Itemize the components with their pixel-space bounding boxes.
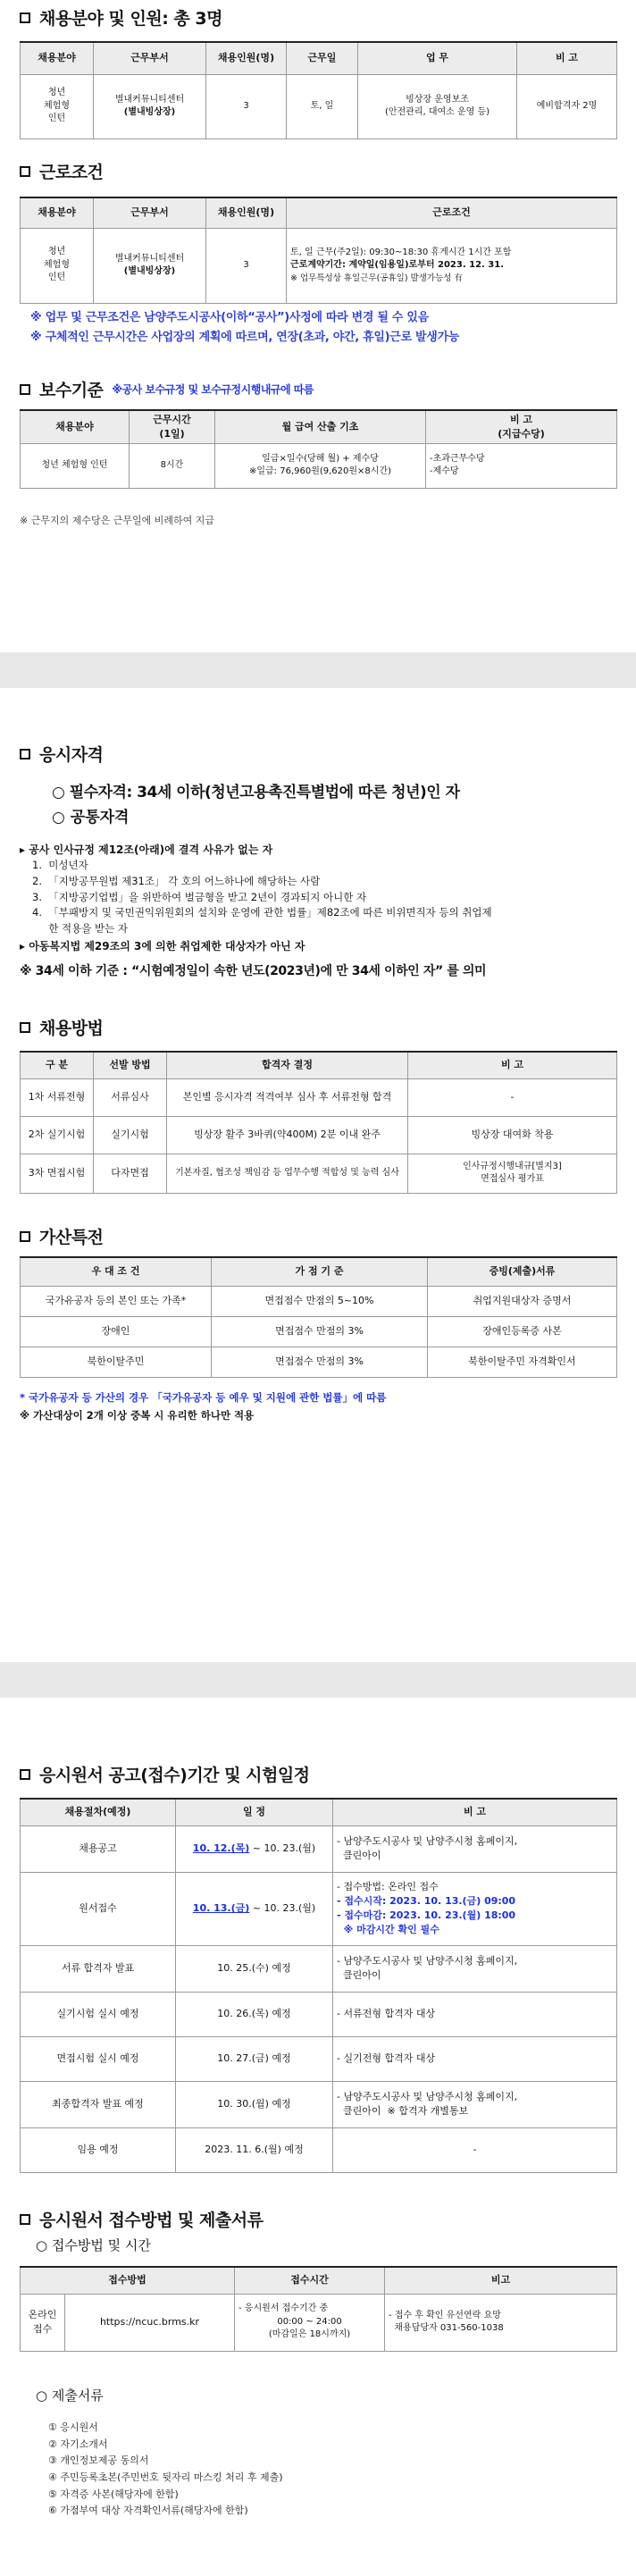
section-title-text: 응시원서 접수방법 및 제출서류 (39, 2211, 264, 2230)
table-cell: 실기시험 (94, 1116, 167, 1154)
square-bullet-icon (20, 1231, 30, 1242)
bonus-note: ※ 가산대상이 2개 이상 중복 시 유리한 하나만 적용 (20, 1409, 255, 1422)
table-cell: 빙상장 대여화 착용 (408, 1116, 617, 1154)
header-cell: 채용인원(명) (206, 197, 287, 228)
note-cell: 예비합격자 2명 (517, 74, 617, 138)
docs-list (48, 2420, 283, 2520)
section-title-application (20, 2207, 263, 2231)
header-cell: 우 대 조 건 (21, 1257, 212, 1286)
note-line: - 서류전형 합격자 대상 (337, 2008, 436, 2020)
square-bullet-icon (20, 2214, 30, 2225)
dept-text: 별내커뮤니티센터 (114, 253, 185, 264)
step-cell: 면접시험 실시 예정 (21, 2036, 176, 2081)
square-bullet-icon (20, 166, 30, 177)
table-row (21, 1116, 617, 1154)
notes-cell (333, 2081, 617, 2127)
section-title-pay (20, 377, 314, 401)
section-subtitle: ※공사 보수규정 및 보수규정시행내규에 따름 (112, 383, 314, 396)
header-cell: 접수시간 (235, 2267, 385, 2294)
header-cell: 채용분야 (21, 197, 94, 228)
circle-bullet-icon: ○ (52, 809, 65, 827)
header-cell: 비 고 (지급수당) (426, 410, 617, 443)
pay-table (20, 409, 617, 489)
subsection-docs (36, 2386, 104, 2404)
requirement-text: 공통자격 (70, 809, 130, 827)
table-cell: 장애인등록증 사본 (428, 1316, 617, 1347)
table-cell: 2차 실기시험 (21, 1116, 94, 1154)
date-highlight: 10. 13.(금) (192, 1902, 250, 1915)
square-bullet-icon (20, 749, 30, 759)
notes-cell (333, 1945, 617, 1992)
count-cell: 3 (206, 74, 287, 138)
subsection-text: 접수방법 및 시간 (51, 2237, 151, 2253)
time-line: 00:00 ~ 24:00 (277, 2316, 342, 2327)
contact-line: - 접수 후 확인 유선연락 요망 (389, 2310, 501, 2320)
table-cell: 취업지원대상자 증명서 (428, 1286, 617, 1316)
dept-sub-text: (별내빙상장) (123, 266, 176, 276)
section-title-text: 보수기준 (39, 381, 104, 400)
time-line: (마감일은 18시까지) (268, 2329, 351, 2340)
header-cell: 비 고 (408, 1052, 617, 1078)
schedule-table (20, 1798, 617, 2173)
header-cell: 비고 (385, 2267, 617, 2294)
days-cell: 토, 일 (287, 74, 358, 138)
allowance-line: -초과근무수당 (430, 453, 485, 464)
header-cell: 채용인원(명) (206, 42, 287, 74)
table-row (21, 1347, 617, 1377)
note-line: - 남양주도시공사 및 남양주시청 홈페이지, (337, 1955, 518, 1968)
section-title-text: 채용방법 (39, 1019, 104, 1038)
circle-bullet-icon: ○ (36, 2237, 48, 2253)
note-line: - 접수마감: 2023. 10. 23.(월) 18:00 (337, 1909, 516, 1921)
table-cell: 북한이탈주민 (21, 1347, 212, 1377)
header-cell: 구 분 (21, 1052, 94, 1078)
table-row (21, 1825, 617, 1872)
square-bullet-icon (20, 13, 30, 23)
page-3 (0, 1698, 636, 2576)
bonus-table (20, 1256, 617, 1378)
page-1 (0, 0, 636, 652)
age-note: ※ 34세 이하 기준 : “시험예정일이 속한 년도(2023년)에 만 34세 이하인 자” 를 의미 (20, 964, 487, 978)
allowance-cell (426, 443, 617, 488)
page-2 (0, 688, 636, 1662)
table-row (21, 1945, 617, 1992)
page-gap (0, 1662, 636, 1698)
header-cell: 비 고 (517, 42, 617, 74)
list-item: ⑤ 자격증 사본(해당자에 한함) (48, 2488, 179, 2500)
header-cell: 증빙(제출)서류 (428, 1257, 617, 1286)
allowance-line: -제수당 (430, 466, 459, 477)
subsection-method (36, 2236, 151, 2254)
dept-cell (94, 228, 206, 303)
list-item: ⑥ 가점부여 대상 자격확인서류(해당자에 한함) (48, 2505, 248, 2517)
disqualification-list (32, 858, 604, 937)
time-line: - 응시원서 접수기간 중 (238, 2303, 329, 2314)
header-cell: 채용분야 (21, 410, 130, 443)
notes-cell (333, 1872, 617, 1945)
pay-footnote: ※ 근무지의 제수당은 근무일에 비례하여 지급 (20, 515, 214, 526)
square-bullet-icon (20, 1022, 30, 1033)
section-title-text: 응시원서 공고(접수)기간 및 시험일정 (39, 1766, 310, 1785)
date-cell: 2023. 11. 6.(월) 예정 (176, 2127, 333, 2172)
calc-line: ※일급: 76,960원(9,620원×8시간) (248, 466, 392, 477)
note-line: - 접수시작: 2023. 10. 13.(금) 09:00 (337, 1895, 516, 1908)
table-cell: 다자면접 (94, 1154, 167, 1193)
step-cell: 서류 합격자 발표 (21, 1945, 176, 1992)
conditions-table (20, 197, 617, 304)
list-item: ③ 개인정보제공 동의서 (48, 2454, 149, 2467)
section-title-text: 근로조건 (39, 163, 104, 182)
table-cell: 국가유공자 등의 본인 또는 가족* (21, 1286, 212, 1316)
dept-text: 별내커뮤니티센터 (114, 94, 185, 105)
list-item: 한 적용을 받는 자 (32, 922, 129, 936)
section-title-method (20, 1015, 103, 1039)
notes-cell (333, 2127, 617, 2172)
table-row (21, 1154, 617, 1193)
list-item: ② 자기소개서 (48, 2438, 108, 2450)
header-cell: 업 무 (358, 42, 517, 74)
section-title-schedule (20, 1762, 310, 1786)
method-table (20, 1051, 617, 1194)
date-cell (176, 1872, 333, 1945)
table-cell: 북한이탈주민 자격확인서 (428, 1347, 617, 1377)
header-cell: 월 급여 산출 기초 (215, 410, 426, 443)
header-cell: 합격자 결정 (167, 1052, 408, 1078)
section-title-eligibility (20, 742, 103, 766)
header-cell: 비 고 (333, 1799, 617, 1825)
table-cell: 면접점수 만점의 5~10% (212, 1286, 428, 1316)
header-cell: 근로조건 (287, 197, 617, 228)
condition-line: ※ 업무특성상 휴일근무(공휴일) 발생가능성 有 (290, 273, 463, 283)
header-cell: 접수방법 (21, 2267, 235, 2294)
table-row (21, 1316, 617, 1347)
list-item: 1. 미성년자 (32, 859, 88, 871)
table-cell: 서류심사 (94, 1078, 167, 1116)
note-line: - 남양주도시공사 및 남양주시청 홈페이지, (337, 2091, 518, 2103)
section-title-text: 채용분야 및 인원: 총 3명 (39, 9, 222, 29)
date-cell: 10. 25.(수) 예정 (176, 1945, 333, 1992)
square-bullet-icon (20, 384, 30, 395)
field-cell: 청년 체험형 인턴 (21, 228, 94, 303)
note-line: - 남양주도시공사 및 남양주시청 홈페이지, (337, 1835, 518, 1848)
table-row (21, 1078, 617, 1116)
table-cell: 장애인 (21, 1316, 212, 1347)
header-cell: 일 정 (176, 1799, 333, 1825)
date-highlight: 10. 12.(목) (192, 1842, 250, 1855)
header-cell: 근무부서 (94, 197, 206, 228)
hours-cell: 8시간 (130, 443, 215, 488)
date-cell (176, 1825, 333, 1872)
note-line: 클린아이 (337, 1969, 381, 1981)
note-line: - (473, 2144, 477, 2156)
header-cell: 채용절차(예정) (21, 1799, 176, 1825)
circle-bullet-icon: ○ (36, 2387, 48, 2404)
dept-sub-text: (별내빙상장) (123, 107, 176, 117)
list-item: 4. 「부패방지 및 국민권익위원회의 설치와 운영에 관한 법률」제82조에 따른 비위면직자 등의 취업제 (32, 906, 492, 919)
note-line: ※ 마감시간 확인 필수 (337, 1923, 439, 1935)
count-cell: 3 (206, 228, 287, 303)
step-cell: 최종합격자 발표 예정 (21, 2081, 176, 2127)
field-cell: 청년 체험형 인턴 (21, 74, 94, 138)
table-cell: 면접점수 만점의 3% (212, 1316, 428, 1347)
date-cell: 10. 27.(금) 예정 (176, 2036, 333, 2081)
step-cell: 임용 예정 (21, 2127, 176, 2172)
table-row (21, 2127, 617, 2172)
table-row (21, 2081, 617, 2127)
note-line: - 접수방법: 온라인 접수 (337, 1881, 439, 1893)
header-cell: 선발 방법 (94, 1052, 167, 1078)
table-cell: 빙상장 활주 3바퀴(약400M) 2분 이내 완주 (167, 1116, 408, 1154)
section-title-conditions (20, 159, 103, 183)
date-rest: ~ 10. 23.(월) (249, 1842, 316, 1855)
square-bullet-icon (20, 1769, 30, 1780)
application-site-link[interactable]: https://ncuc.brms.kr (99, 2316, 200, 2328)
notes-cell (333, 2036, 617, 2081)
section-title-recruitment (20, 5, 222, 29)
rule-line: ▸ 아동복지법 제29조의 3에 의한 취업제한 대상자가 아닌 자 (20, 940, 305, 952)
table-row (21, 1286, 617, 1316)
conditions-note: ※ 업무 및 근무조건은 남양주도시공사(이하“공사”)사정에 따라 변경 될 수 있음 (30, 311, 429, 324)
page-gap (0, 652, 636, 688)
contact-line: 채용담당자 031-560-1038 (389, 2323, 504, 2333)
circle-bullet-icon: ○ (52, 784, 65, 801)
note-line: - 실기전형 합격자 대상 (337, 2052, 436, 2065)
section-title-text: 응시자격 (39, 745, 104, 765)
table-cell: 기본자질, 협조성 책임감 등 업무수행 적합성 및 능력 심사 (167, 1154, 408, 1193)
calc-cell (215, 443, 426, 488)
header-cell: 근무부서 (94, 42, 206, 74)
time-cell (235, 2294, 385, 2351)
conditions-cell (287, 228, 617, 303)
requirement-text: 필수자격: 34세 이하(청년고용촉진특별법에 따른 청년)인 자 (69, 784, 460, 801)
condition-line: 근로계약기간: 계약일(임용일)로부터 2023. 12. 31. (290, 260, 505, 271)
table-row (21, 1872, 617, 1945)
step-cell: 채용공고 (21, 1825, 176, 1872)
application-table (20, 2266, 617, 2352)
conditions-note: ※ 구체적인 근무시간은 사업장의 계획에 따르며, 연장(초과, 야간, 휴일)근로 발생가능 (30, 331, 460, 344)
step-cell: 원서접수 (21, 1872, 176, 1945)
method-cell: 온라인 접수 (21, 2294, 65, 2351)
header-cell: 채용분야 (21, 42, 94, 74)
dept-cell (94, 74, 206, 138)
table-row (21, 2294, 617, 2351)
calc-line: 일급×일수(당해 월) + 제수당 (262, 453, 379, 464)
header-cell: 근무시간 (1일) (130, 410, 215, 443)
table-row (21, 2036, 617, 2081)
bonus-note: * 국가유공자 등 가산의 경우 「국가유공자 등 예우 및 지원에 관한 법률」에 따름 (20, 1391, 387, 1404)
table-cell: 인사규정시행내규[별지3] 면접심사 평가표 (408, 1154, 617, 1193)
date-cell: 10. 26.(목) 예정 (176, 1992, 333, 2036)
note-line: 클린아이 ※ 합격자 개별통보 (337, 2105, 469, 2117)
table-cell: 본인별 응시자격 적격여부 심사 후 서류전형 합격 (167, 1078, 408, 1116)
section-title-text: 가산특전 (39, 1228, 104, 1247)
list-item: ① 응시원서 (48, 2421, 98, 2433)
table-cell: 1차 서류전형 (21, 1078, 94, 1116)
table-cell: 3차 면접시험 (21, 1154, 94, 1193)
rule-line: ▸ 공사 인사규정 제12조(아래)에 결격 사유가 없는 자 (20, 843, 273, 856)
table-cell: 면접점수 만점의 3% (212, 1347, 428, 1377)
table-row (21, 1992, 617, 2036)
condition-line: 토, 일 근무(주2일): 09:30~18:30 휴게시간 1시간 포함 (290, 247, 512, 257)
table-cell: - (408, 1078, 617, 1116)
date-cell: 10. 30.(월) 예정 (176, 2081, 333, 2127)
subsection-text: 제출서류 (51, 2387, 104, 2404)
list-item: ④ 주민등록초본(주민번호 뒷자리 마스킹 처리 후 제출) (48, 2471, 283, 2484)
notes-cell (333, 1825, 617, 1872)
duty-cell: 빙상장 운영보조 (안전관리, 대여소 운영 등) (358, 74, 517, 138)
notes-cell (333, 1992, 617, 2036)
field-cell: 청년 체험형 인턴 (21, 443, 130, 488)
note-line: 클린아이 (337, 1850, 381, 1861)
requirement-primary (52, 779, 460, 801)
date-rest: ~ 10. 23.(월) (249, 1902, 316, 1915)
contact-cell (385, 2294, 617, 2351)
header-cell: 근무일 (287, 42, 358, 74)
step-cell: 실기시험 실시 예정 (21, 1992, 176, 2036)
list-item: 3. 「지방공기업법」을 위반하여 벌금형을 받고 2년이 경과되지 아니한 자 (32, 890, 367, 903)
url-cell[interactable] (65, 2294, 235, 2351)
list-item: 2. 「지방공무원법 제31조」 각 호의 어느하나에 해당하는 사람 (32, 874, 321, 887)
section-title-bonus (20, 1224, 103, 1248)
requirement-common (52, 804, 129, 827)
recruitment-table (20, 41, 617, 139)
header-cell: 가 점 기 준 (212, 1257, 428, 1286)
